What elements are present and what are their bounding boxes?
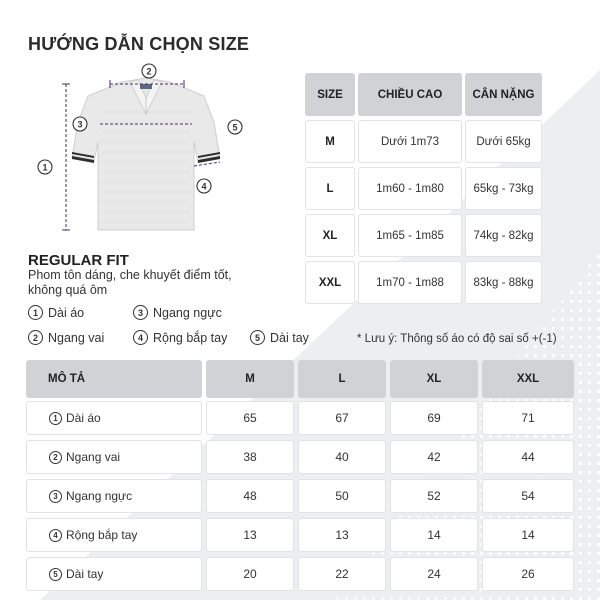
value-cell: 38 — [206, 440, 294, 474]
value-cell: 22 — [298, 557, 386, 591]
number-badge: 3 — [133, 305, 148, 320]
shirt-diagram — [28, 62, 258, 242]
page-title: HƯỚNG DẪN CHỌN SIZE — [28, 34, 250, 54]
number-badge: 4 — [49, 529, 62, 542]
legend-label: Rộng bắp tay — [153, 330, 228, 345]
value-cell: 44 — [482, 440, 574, 474]
value-cell: 42 — [390, 440, 478, 474]
svg-text:3: 3 — [77, 119, 83, 130]
value-cell: 52 — [390, 479, 478, 513]
svg-text:5: 5 — [232, 122, 238, 133]
row-label-shoulder — [26, 440, 202, 474]
value-cell: 26 — [482, 557, 574, 591]
header-size-l: L — [298, 360, 386, 398]
legend-label: Ngang ngực — [153, 305, 222, 320]
legend-label: Dài tay — [270, 330, 309, 345]
row-label-length — [26, 401, 202, 435]
header-description: MÔ TẢ — [26, 360, 202, 398]
number-badge: 2 — [28, 330, 43, 345]
svg-text:4: 4 — [201, 181, 207, 192]
value-cell: 54 — [482, 479, 574, 513]
size-cell: XL — [305, 214, 355, 257]
row-label: Ngang vai — [66, 450, 121, 464]
fit-title: REGULAR FIT — [28, 252, 129, 269]
row-label-chest — [26, 479, 202, 513]
header-size-xl: XL — [390, 360, 478, 398]
number-badge: 3 — [49, 490, 62, 503]
marker-4 — [197, 179, 211, 193]
number-badge: 5 — [49, 568, 62, 581]
height-cell: 1m65 - 1m85 — [358, 214, 462, 257]
value-cell: 50 — [298, 479, 386, 513]
header-size-xxl: XXL — [482, 360, 574, 398]
value-cell: 13 — [298, 518, 386, 552]
header-size: SIZE — [305, 73, 355, 116]
value-cell: 20 — [206, 557, 294, 591]
row-label: Dài áo — [66, 411, 101, 425]
number-badge: 2 — [49, 451, 62, 464]
header-size-m: M — [206, 360, 294, 398]
legend-label: Dài áo — [48, 305, 85, 320]
row-label: Rộng bắp tay — [66, 528, 138, 542]
size-cell: XXL — [305, 261, 355, 304]
weight-cell: 74kg - 82kg — [465, 214, 542, 257]
marker-5 — [228, 120, 242, 134]
weight-cell: Dưới 65kg — [465, 120, 542, 163]
row-label-bicep — [26, 518, 202, 552]
measurement-table — [26, 360, 574, 596]
value-cell: 14 — [482, 518, 574, 552]
size-cell: M — [305, 120, 355, 163]
value-cell: 67 — [298, 401, 386, 435]
number-badge: 1 — [28, 305, 43, 320]
shirt-image — [72, 78, 220, 230]
value-cell: 13 — [206, 518, 294, 552]
value-cell: 24 — [390, 557, 478, 591]
legend-item-4 — [133, 330, 227, 345]
legend-item-1 — [28, 305, 84, 320]
value-cell: 65 — [206, 401, 294, 435]
value-cell: 14 — [390, 518, 478, 552]
value-cell: 71 — [482, 401, 574, 435]
number-badge: 4 — [133, 330, 148, 345]
header-height: CHIỀU CAO — [358, 73, 462, 116]
svg-text:1: 1 — [42, 162, 48, 173]
weight-cell: 83kg - 88kg — [465, 261, 542, 304]
number-badge: 5 — [250, 330, 265, 345]
fit-description: Phom tôn dáng, che khuyết điểm tốt, không quá ôm — [28, 268, 232, 297]
height-cell: Dưới 1m73 — [358, 120, 462, 163]
value-cell: 48 — [206, 479, 294, 513]
row-label: Ngang ngực — [66, 489, 133, 503]
height-cell: 1m70 - 1m88 — [358, 261, 462, 304]
number-badge: 1 — [49, 412, 62, 425]
value-cell: 69 — [390, 401, 478, 435]
size-table — [305, 73, 542, 305]
marker-1 — [38, 160, 52, 174]
legend-item-2 — [28, 330, 104, 345]
size-cell: L — [305, 167, 355, 210]
legend-item-3 — [133, 305, 222, 320]
legend-item-5 — [250, 330, 309, 345]
marker-3 — [73, 117, 87, 131]
header-weight: CÂN NẶNG — [465, 73, 542, 116]
tolerance-note: * Lưu ý: Thông số áo có độ sai số +(-1) — [357, 333, 557, 345]
row-label-sleeve — [26, 557, 202, 591]
svg-text:2: 2 — [146, 66, 152, 77]
marker-2 — [142, 64, 156, 78]
row-label: Dài tay — [66, 567, 104, 581]
weight-cell: 65kg - 73kg — [465, 167, 542, 210]
height-cell: 1m60 - 1m80 — [358, 167, 462, 210]
value-cell: 40 — [298, 440, 386, 474]
legend-label: Ngang vai — [48, 330, 105, 345]
